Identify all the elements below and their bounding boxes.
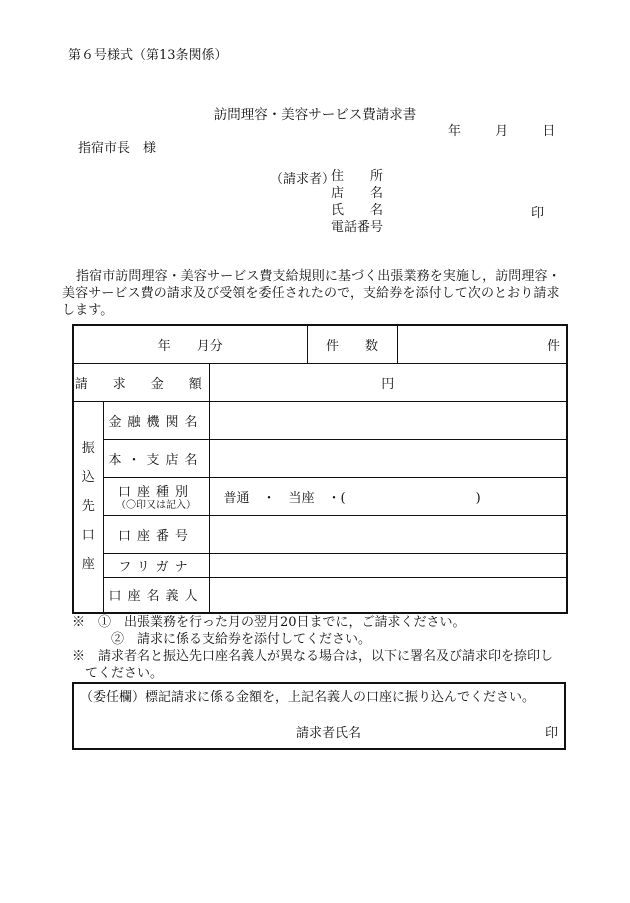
page-title: 訪問理容・美容サービス費請求書 [213, 107, 417, 123]
requester-phone-label: 電話番号 [331, 220, 384, 235]
date-line [448, 120, 555, 139]
requester-name-label: 氏 名 [331, 203, 384, 218]
branch-field[interactable] [209, 439, 567, 477]
intro-paragraph: 指宿市訪問理容・美容サービス費支給規則に基づく出張業務を実施し，訪問理容・美容サービス費の請求及び受領を委任されたので，支給券を添付して次のとおり請求します。 [62, 269, 561, 318]
account-number-label: 口座番号 [103, 515, 209, 553]
account-holder-label: 口座名義人 [103, 577, 209, 613]
requester-seal: 印 [531, 206, 545, 221]
note-line: ② 請求に係る支給券を添付してください。 [72, 632, 372, 647]
requester-shop-label: 店 名 [331, 186, 384, 201]
requester-label: （請求者） [270, 172, 336, 187]
account-number-field[interactable] [209, 515, 567, 553]
account-type-note: （〇印又は記入） [116, 499, 196, 511]
furigana-label: フリガナ [103, 553, 209, 577]
amount-label: 請 求 金 額 [73, 363, 209, 401]
form-number: 第６号様式（第13条関係） [68, 48, 228, 63]
account-type-field[interactable]: 普通 ・ 当座 ・( ) [209, 477, 567, 515]
year-label: 年 [448, 124, 462, 139]
transfer-char: 先 [81, 499, 95, 515]
note-line: てください。 [72, 666, 164, 681]
account-holder-field[interactable] [209, 577, 567, 613]
branch-label: 本・支店名 [103, 439, 209, 477]
claim-table [72, 324, 568, 614]
month-label: 月 [495, 124, 509, 139]
account-type-text: 口座種別 [117, 484, 194, 500]
delegation-seal: 印 [544, 726, 558, 741]
amount-value[interactable]: 円 [209, 363, 567, 401]
transfer-char: 座 [81, 557, 95, 573]
delegation-name-label: 請求者氏名 [296, 726, 362, 741]
furigana-field[interactable] [209, 553, 567, 577]
transfer-char: 口 [81, 528, 95, 544]
count-label: 件 数 [307, 325, 397, 363]
requester-fields [331, 168, 383, 236]
account-type-label [103, 477, 209, 515]
transfer-char: 込 [81, 470, 95, 486]
count-value[interactable]: 件 [397, 325, 567, 363]
delegation-text: （委任欄）標記請求に係る金額を，上記名義人の口座に振り込んでください。 [80, 690, 536, 705]
requester-address-label: 住 所 [331, 169, 384, 184]
period-cell[interactable]: 年 月分 [73, 325, 307, 363]
note-line: ※ ① 出張業務を行った月の翌月20日までに，ご請求ください。 [72, 615, 466, 630]
notes [72, 614, 553, 682]
transfer-char: 振 [81, 441, 95, 457]
bank-name-label: 金融機関名 [103, 401, 209, 439]
day-label: 日 [542, 124, 556, 139]
addressee: 指宿市長 様 [78, 141, 157, 156]
bank-name-field[interactable] [209, 401, 567, 439]
delegation-box [72, 682, 566, 750]
transfer-label [73, 401, 103, 613]
note-line: ※ 請求者名と振込先口座名義人が異なる場合は，以下に署名及び請求印を捺印し [72, 649, 554, 664]
